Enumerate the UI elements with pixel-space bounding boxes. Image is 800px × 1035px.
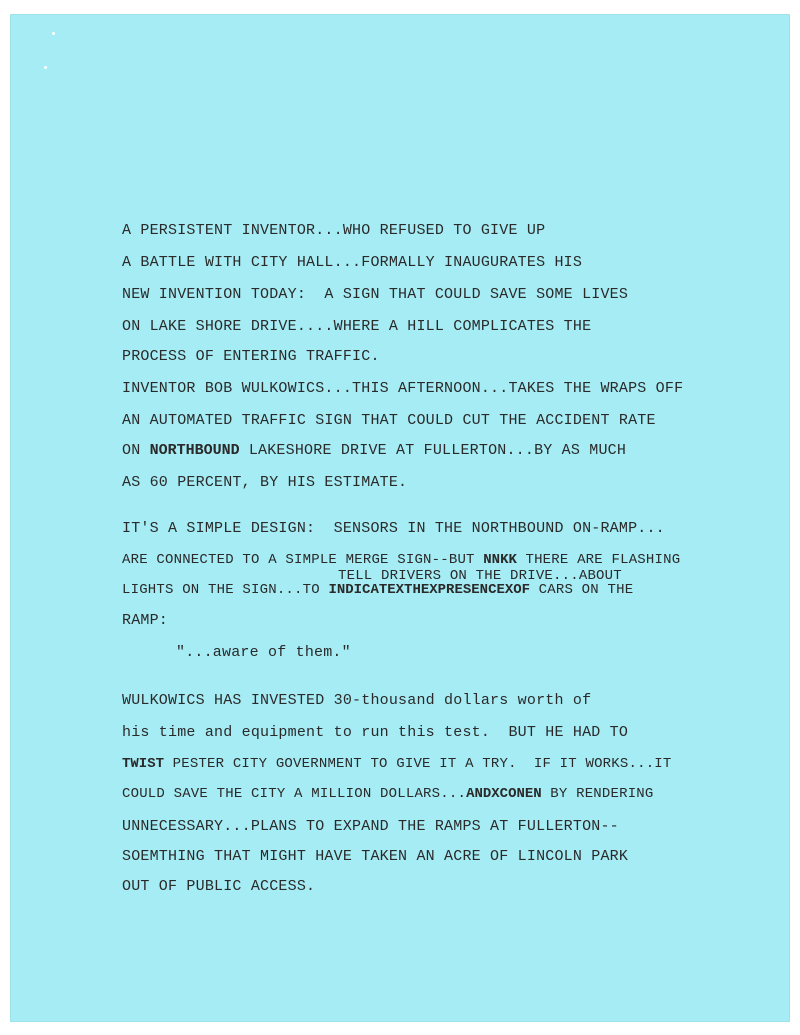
paper-speck	[52, 32, 55, 35]
text-segment: THERE ARE FLASHING	[516, 552, 681, 568]
text-segment: CARS ON THE	[530, 582, 634, 598]
text-line: UNNECESSARY...PLANS TO EXPAND THE RAMPS AT FULLERTON--	[122, 818, 619, 835]
text-segment: PESTER CITY GOVERNMENT TO GIVE IT A TRY. IF IT WORKS...IT	[164, 756, 672, 772]
text-line: INVENTOR BOB WULKOWICS...THIS AFTERNOON...TAKES THE WRAPS OFF	[122, 380, 684, 397]
text-line: SOEMTHING THAT MIGHT HAVE TAKEN AN ACRE OF LINCOLN PARK	[122, 848, 629, 865]
text-line	[122, 442, 626, 459]
struck-out-text: INDICATEXTHEXPRESENCEXOF	[328, 582, 531, 598]
text-segment: LAKESHORE DRIVE AT FULLERTON...BY AS MUCH	[239, 442, 627, 459]
text-line	[122, 786, 654, 802]
struck-out-text: NORTHBOUND	[149, 442, 240, 459]
struck-out-text: NNKK	[483, 552, 517, 568]
text-line: ON LAKE SHORE DRIVE....WHERE A HILL COMPLICATES THE	[122, 318, 592, 335]
text-line: PROCESS OF ENTERING TRAFFIC.	[122, 348, 380, 365]
text-line: IT'S A SIMPLE DESIGN: SENSORS IN THE NORTHBOUND ON-RAMP...	[122, 520, 665, 537]
text-segment: COULD SAVE THE CITY A MILLION DOLLARS...	[122, 786, 467, 802]
handwritten-insertion: TELL DRIVERS ON THE DRIVE...ABOUT	[338, 568, 622, 584]
text-line: A PERSISTENT INVENTOR...WHO REFUSED TO GIVE UP	[122, 222, 546, 239]
text-segment: BY RENDERING	[541, 786, 654, 802]
text-segment: ARE CONNECTED TO A SIMPLE MERGE SIGN--BUT	[122, 552, 484, 568]
text-segment: LIGHTS ON THE SIGN...TO	[122, 582, 329, 598]
text-line: his time and equipment to run this test. BUT HE HAD TO	[122, 724, 629, 741]
sound-bite-cue: "...aware of them."	[176, 644, 351, 661]
struck-out-text: ANDXCONEN	[466, 786, 542, 802]
text-line: WULKOWICS HAS INVESTED 30-thousand dollars worth of	[122, 692, 592, 709]
text-line: OUT OF PUBLIC ACCESS.	[122, 878, 316, 895]
struck-out-text: TWIST	[122, 756, 165, 772]
text-line: A BATTLE WITH CITY HALL...FORMALLY INAUGURATES HIS	[122, 254, 583, 271]
paper-speck	[44, 66, 47, 69]
text-line: AN AUTOMATED TRAFFIC SIGN THAT COULD CUT THE ACCIDENT RATE	[122, 412, 656, 429]
text-segment: ON	[122, 442, 150, 459]
text-line	[122, 552, 680, 568]
text-line: AS 60 PERCENT, BY HIS ESTIMATE.	[122, 474, 408, 491]
text-line	[122, 582, 633, 598]
text-line	[122, 756, 672, 772]
text-line: NEW INVENTION TODAY: A SIGN THAT COULD SAVE SOME LIVES	[122, 286, 629, 303]
text-line: RAMP:	[122, 612, 169, 629]
typewritten-page	[10, 14, 790, 1022]
